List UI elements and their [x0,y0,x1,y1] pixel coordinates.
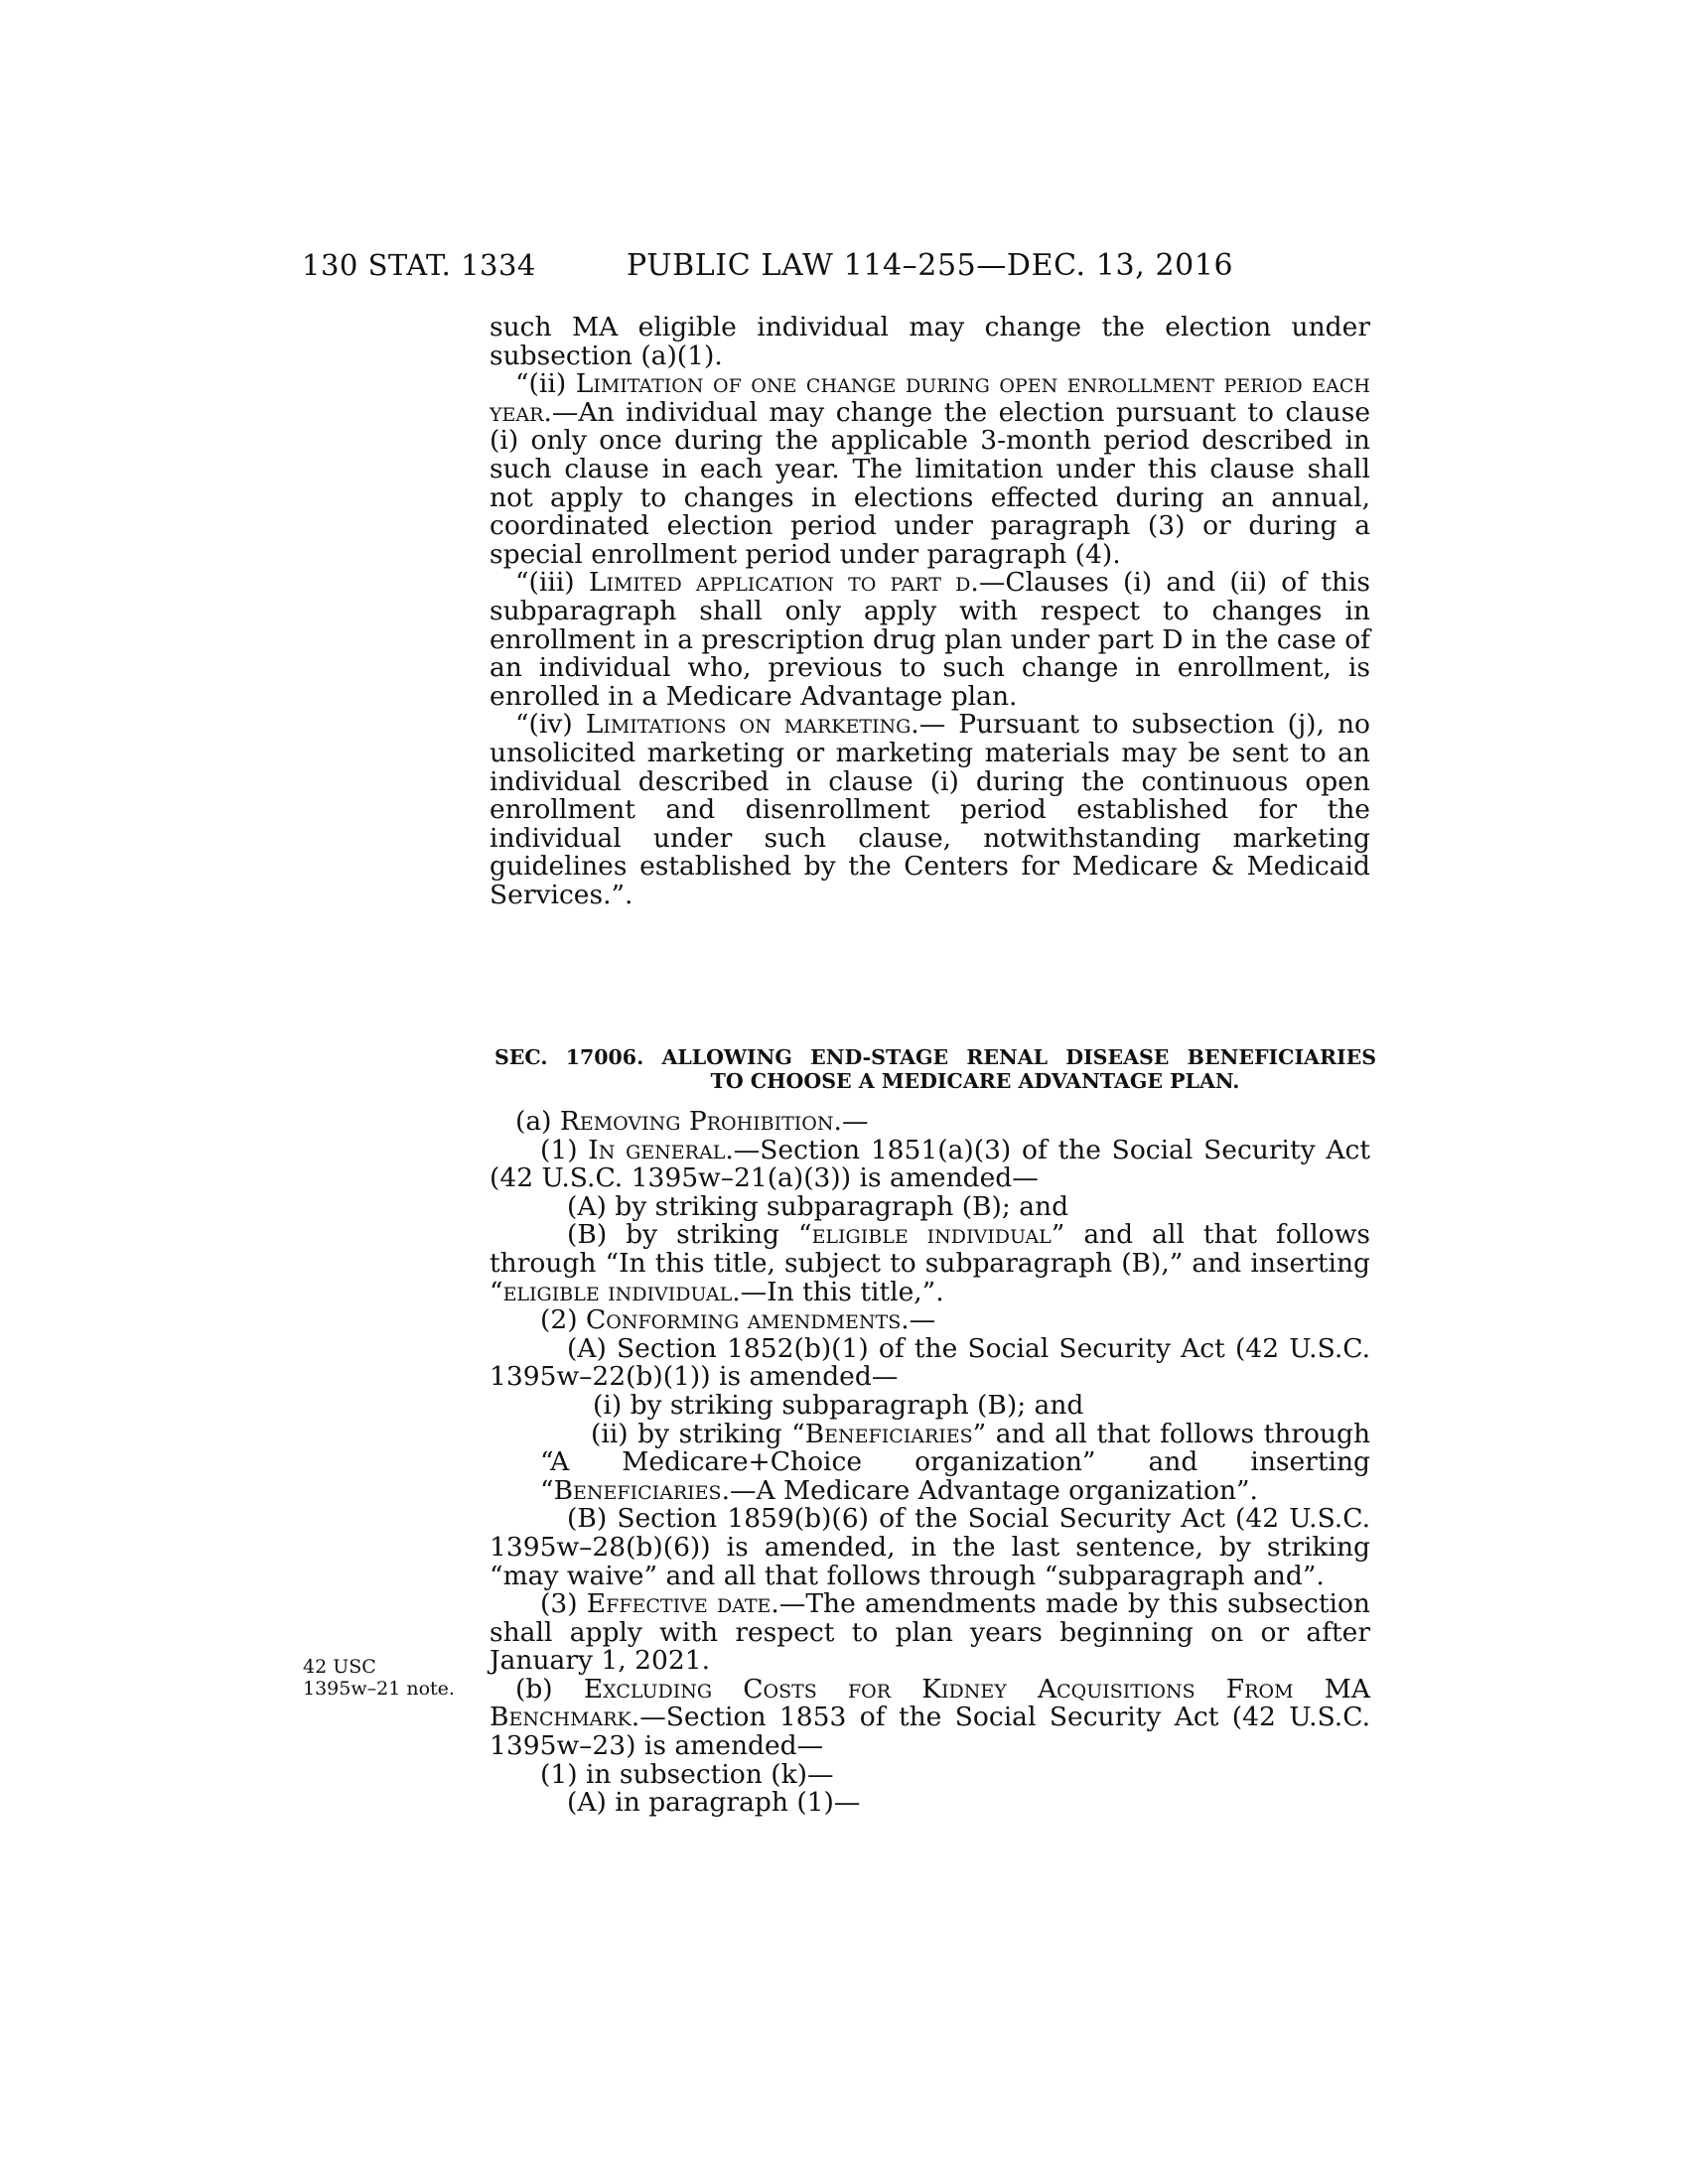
body-text-bottom [490,1108,1370,1818]
clause-a2Ai: (i) by striking subparagraph (B); and [593,1389,1084,1421]
body-text-top [490,314,1370,909]
subparagraph-a1A: (A) by striking subparagraph (B); and [567,1190,1069,1222]
subparagraph-a2B: (B) Section 1859(b)(6) of the Social Security Act (42 U.S.C. 1395w–28(b)(6)) is amended, in the last sentence, by striking “may waive” and all that follows through “subparagraph and”. [490,1503,1370,1591]
section-heading-line2: TO CHOOSE A MEDICARE ADVANTAGE PLAN. [710,1069,1240,1093]
clause-iv: “(iv) Limitations on marketing.— Pursuant to subsection (j), no unsolicited marketing or marketing materials may be sent to an individual described in clause (i) during the continuous open enrollment and disenrollment period established for the individual under such clause, notwithstanding marketing guidelines established by the Centers for Medicare & Medicaid Services.”. [490,709,1370,910]
paragraph-a1: (1) In general.—Section 1851(a)(3) of the Social Security Act (42 U.S.C. 1395w–21(a)(3)) is amended— [490,1134,1371,1194]
section-heading-line1: SEC. 17006. ALLOWING END-STAGE RENAL DISEASE BENEFICIARIES [494,1045,1376,1069]
subparagraph-a1B: (B) by striking “eligible individual” and all that follows through “In this title, subject to subparagraph (B),” and inserting “eligible individual.—In this title,”. [490,1219,1370,1307]
subsection-b: (b) Excluding Costs for Kidney Acquisitions From MA Benchmark.—Section 1853 of the Social Security Act (42 U.S.C. 1395w–23) is amended— [490,1673,1370,1762]
margin-note-line1: 42 USC [303,1656,376,1678]
paragraph-a2: (2) Conforming amendments.— [540,1304,936,1336]
clause-a2Aii: (ii) by striking “Beneficiaries” and all that follows through “A Medicare+Choice organization” and inserting “Beneficiaries.—A Medicare Advantage organization”. [540,1418,1371,1506]
clause-iii: “(iii) Limited application to part d.—Clauses (i) and (ii) of this subparagraph shall only apply with respect to changes in enrollment in a prescription drug plan under part D in the case of an individual who, previous to such change in enrollment, is enrolled in a Medicare Advantage plan. [490,567,1370,712]
paragraph-b1: (1) in subsection (k)— [540,1758,834,1790]
margin-note-line2: 1395w–21 note. [303,1677,455,1700]
paragraph-a3: (3) Effective date.—The amendments made by this subsection shall apply with respect to plan years beginning on or after January 1, 2021. [490,1588,1370,1677]
running-head: PUBLIC LAW 114–255—DEC. 13, 2016 [627,248,1234,283]
clause-heading: Limited application to part d [588,567,971,599]
clause-ii: “(ii) Limitation of one change during open enrollment period each year.—An individual may change the election pursuant to clause (i) only once during the applicable 3-month period described in such clause in each year. The limitation under this clause shall not apply to changes in elections effected during an annual, coordinated election period under paragraph (3) or during a special enrollment period under paragraph (4). [490,368,1370,570]
section-heading [494,1045,1376,1093]
paragraph: such MA eligible individual may change the election under subsection (a)(1). [490,312,1370,371]
subparagraph-a2A: (A) Section 1852(b)(1) of the Social Security Act (42 U.S.C. 1395w–22(b)(1)) is amended— [490,1332,1370,1393]
clause-heading: Limitations on marketing [585,709,912,741]
clause-heading: Limitation of one change during open enrollment period each year [490,368,1370,428]
subsection-a-heading: (a) Removing Prohibition.— [515,1106,869,1137]
subparagraph-b1A: (A) in paragraph (1)— [567,1787,861,1819]
margin-note [303,1657,472,1700]
page-stat-citation: 130 STAT. 1334 [302,248,536,282]
